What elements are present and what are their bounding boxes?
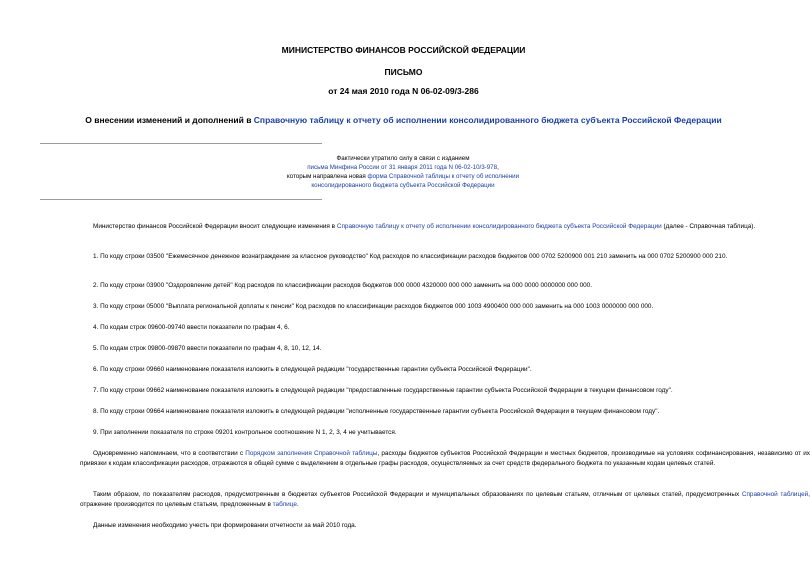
ministry-heading: МИНИСТЕРСТВО ФИНАНСОВ РОССИЙСКОЙ ФЕДЕРАЦИИ — [281, 45, 526, 55]
list-item: 9. При заполнении показателя по строке 09201 контрольное соотношение N 1, 2, 3, 4 не учитывается. — [93, 429, 397, 436]
conclusion-suffix: . — [296, 501, 299, 508]
table-link[interactable]: таблице — [272, 501, 297, 508]
reminder-suffix: , расходы бюджетов субъектов Российской Федерации и местных бюджетов, производимые на условиях софинансирования, независимо от их привязки к кодам классификации расходов, отражаются в общей сумме с выделением в отдельные графы расходов, осуществляемых за счет средств федерального бюджета по указанным кодам целевых статей. — [80, 450, 810, 467]
list-item: 7. По коду строки 09662 наименование показателя изложить в следующей редакции "предоставленные государственные гарантии субъекта Российской Федерации в текущем финансовом году". — [93, 387, 673, 394]
intro-paragraph — [80, 222, 810, 232]
superseding-letter-link[interactable]: письма Минфина России от 31 января 2011 года N 06-02-10/3-978 — [307, 164, 498, 171]
title-reference-link[interactable]: Справочную таблицу к отчету об исполнении консолидированного бюджета субъекта Российской Федерации — [253, 115, 722, 125]
document-type-heading: ПИСЬМО — [384, 67, 423, 77]
reminder-paragraph — [80, 449, 810, 469]
list-item: 4. По кодам строк 09600-09740 ввести показатели по графам 4, 6. — [93, 324, 290, 331]
intro-prefix: Министерство финансов Российской Федерации вносит следующие изменения в — [93, 223, 337, 230]
list-item: 1. По коду строки 03500 "Ежемесячное денежное вознаграждение за классное руководство" Код расходов по классификации расходов бюджетов 000 0702 5200900 001 210 заменить на 000 0702 5200900 000 210. — [93, 253, 728, 260]
conclusion-middle: , отражение производится по целевым статьям, предложенным в — [80, 491, 810, 508]
closing-paragraph: Данные изменения необходимо учесть при формировании отчетности за май 2010 года. — [93, 522, 357, 529]
document-title — [40, 115, 767, 125]
list-item: 3. По коду строки 05000 "Выплата региональной доплаты к пенсии" Код расходов по классификации расходов бюджетов 000 1003 4900400 000 000 заменить на 000 1003 0000000 000 000. — [93, 303, 654, 310]
list-item: 8. По коду строки 09664 наименование показателя изложить в следующей редакции "исполненные государственные гарантии субъекта Российской Федерации в текущем финансовом году". — [93, 408, 660, 415]
intro-suffix: (далее - Справочная таблица). — [661, 223, 756, 230]
separator-top — [40, 143, 322, 144]
new-form-link[interactable]: форма Справочной таблицы к отчету об исполнении консолидированного бюджета субъекта Российской Федерации — [311, 173, 520, 189]
list-item: 5. По кодам строк 09800-09870 ввести показатели по графам 4, 8, 10, 12, 14. — [93, 345, 322, 352]
conclusion-prefix: Таким образом, по показателям расходов, предусмотренным в бюджетах субъектов Российской Федерации и муниципальных образованиях по целевым статьям, отличным от целевых статей, предусмотренных — [93, 491, 742, 498]
title-prefix: О внесении изменений и дополнений в — [85, 115, 254, 125]
separator-bottom — [40, 199, 322, 200]
note-line-3 — [260, 172, 546, 190]
reference-table-link[interactable]: Справочной таблицей — [741, 491, 809, 498]
list-item: 2. По коду строки 03900 "Оздоровление детей" Код расходов по классификации расходов бюджетов 000 0000 4320000 000 000 заменить на 000 0000 0000000 000 000. — [93, 282, 593, 289]
intro-reference-link[interactable]: Справочную таблицу к отчету об исполнении консолидированного бюджета субъекта Российской Федерации — [336, 223, 662, 230]
note-line-1: Фактически утратило силу в связи с изданием — [336, 155, 470, 162]
reminder-prefix: Одновременно напоминаем, что в соответствии с — [93, 450, 246, 457]
note-comma: , — [497, 164, 499, 171]
conclusion-paragraph — [80, 490, 810, 510]
note-line-2 — [260, 163, 546, 172]
list-item: 6. По коду строки 09660 наименование показателя изложить в следующей редакции "государственные гарантии субъекта Российской Федерации". — [93, 366, 532, 373]
status-note — [260, 154, 546, 190]
note-line-3-prefix: которым направлена новая — [286, 173, 368, 180]
document-date-number: от 24 мая 2010 года N 06-02-09/3-286 — [328, 86, 479, 96]
filling-procedure-link[interactable]: Порядком заполнения Справочной таблицы — [245, 450, 378, 457]
